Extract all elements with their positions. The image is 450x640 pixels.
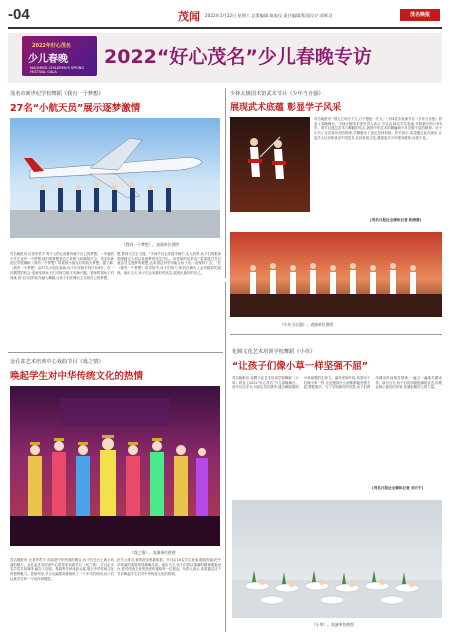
article2-headline: 展现武术底蕴 彰显学子风采 [230,103,342,113]
article4-stamp: (茂名日报社全媒体记者 刘方宇) [372,486,424,490]
dateline: 2022年1月22日 星期六 总策编辑:陈家仪 责任编辑/版面设计:莫晖羽 [205,13,333,18]
article4-body: 茂名晚报讯 化腾文化艺术培训学校舞蹈《小草》将登上2022“好心茂名”少儿春晚舞台。该节目由多名小朋友共同演绎,通过舞蹈展现小草顽强的生命力。编导老师介绍,希望孩子们像小草一样,无论遇到什么困难都能坚强不屈,勇敢面对。为了呈现最好的效果,孩子们利用课余时间刻苦排练,一遍又一遍地打磨动作。演出当天,孩子们将用最饱满的状态,向观众展示他们的风采,传递积极向上的力量。 [232,376,442,390]
section-divider-left [8,352,223,353]
article2-photo-top [230,117,310,212]
article1-body-left: 茂名晚报讯 记者李君平 每个人的心底都有属于自己的梦想。一年级的小学生也有一个梦想,他们的梦想是自己驾驶飞机翱翔天空。茂名市新世纪学校舞蹈《我有一个梦想》将展现小朋友们的航天梦想。据了解,《我有一个梦想》由27名小朋友表演,孩子们年龄平均只有6岁。在一次偶然的机会,老师发现孩子们对航空航天充满兴趣。老师带领孩子们训练,将飞行员的动作融入舞蹈,让孩子们在舞台上实现自己的梦想。 [10,252,114,280]
article1-kicker: 茂名市新世纪学校舞蹈《我有一个梦想》 [10,91,104,97]
article1-caption: 《我有一个梦想》。表演单位供图 [122,242,179,247]
newspaper-logo: 茂名晚报 [400,9,440,21]
page-number: -04 [8,6,30,23]
article3-caption: 《戏之情》。表演单位供图 [130,550,176,555]
header-rule [8,27,442,29]
column-divider [225,88,226,278]
article3-body-left: 茂名晚报讯 记者李君平 戏曲是中华民族的瑰宝,孩子们在台上展示戏曲的魅力。金孔雀艺术培训中心将带来戏曲节目《戏之情》,节目由多名学员共同演绎,融合了京剧、粤剧等多种戏曲元素,展示中华传统文化的独特魅力。老师介绍,节目从编排到排练用了一个多月的时间,孩子们认真学习每一个动作和唱腔。 [10,558,114,581]
article2-kicker: 少林太极国术馆武术节目《少年当自强》 [230,91,324,97]
badge-sub-text: MAOMING CHILDREN'S SPRING FESTIVAL GALA [30,66,85,74]
article3-kicker: 金孔雀艺术培训中心戏曲节目《戏之情》 [10,359,104,365]
section-name: 茂闻 [178,10,200,23]
article1-photo [10,118,220,238]
opera-performers-image [10,386,220,546]
article2-body: 茂名晚报讯 “国无立场无子立,日子想起一片天。”少林武术表演节目《少年当自强》将登上春晚舞台。少林太极国术馆负责人表示,节目由18名学员表演,年龄最小的只有5岁。该节目通过武术与舞蹈的结合,展现中华武术的精髓和少年自强不息的精神。孩子们为了这次演出刻苦排练,手脚磨出了茧也坚持训练。馆长表示,希望通过此次演出,让更多人认识和喜爱中国武术,弘扬传统文化,激励更多少年强身健体,自强不息。 [314,117,442,140]
banner-title: 2022“好心茂名”少儿春晚专访 [104,46,372,68]
article1-headline: 27名“小航天员”展示逐梦激情 [10,103,141,114]
article4-photo [232,500,442,618]
column-divider-lower [225,282,226,632]
gala-badge [22,36,97,76]
article2-caption: 《少年当自强》。表演单位供图 [280,322,334,327]
martial-arts-stage-image [230,232,442,317]
badge-top-text: 2022年好心茂名 [32,43,71,49]
section-divider-right [230,334,442,335]
grass-dance-image [232,500,442,618]
article1-body-right: 想,要到天空去飞翔。”中间节目会穿插半响午,无人机等,孩子们的眼神将跟随无人机以及逐梦的坚定决心。用老师的话来说,“希望通过节目表达学生逐梦的理想,也希望这份坚持能让孩子们一直保持下去。”在《我有一个梦想》的学校中,孩子们努力,相信在舞台上会有精彩的表现。演出当天,孩子们会用最好的状态,展现出最好的自己。 [117,252,221,275]
article4-caption: 《小草》。表演单位供图 [312,622,354,627]
page-number-value: 04 [13,6,30,23]
article3-body-right: 拍节上练习,谁的进步都最明显。节目由16名学生表演,服装绚丽,把中华戏曲的美展现得淋漓尽致。演出当天,孩子们将以饱满的精神面貌登台,把对传统文化的热爱传递给每一位观众。负责人表示,希望通过这个节目唤起学生们对中华传统文化的热情。 [117,558,221,577]
article3-headline: 唤起学生对中华传统文化的热情 [10,371,144,382]
airplane-scene-image [10,118,220,238]
article2-stamp: (茂名日报社全媒体记者 和清蓉) [370,218,422,222]
article4-kicker: 化腾文化艺术培训学校舞蹈《小草》 [232,349,316,355]
article3-photo [10,386,220,546]
martial-arts-image [230,117,310,212]
article4-headline: “让孩子们像小草一样坚强不屈” [232,361,368,372]
badge-main-text: 少儿春晚 [28,54,68,65]
article2-photo-bottom [230,232,442,317]
